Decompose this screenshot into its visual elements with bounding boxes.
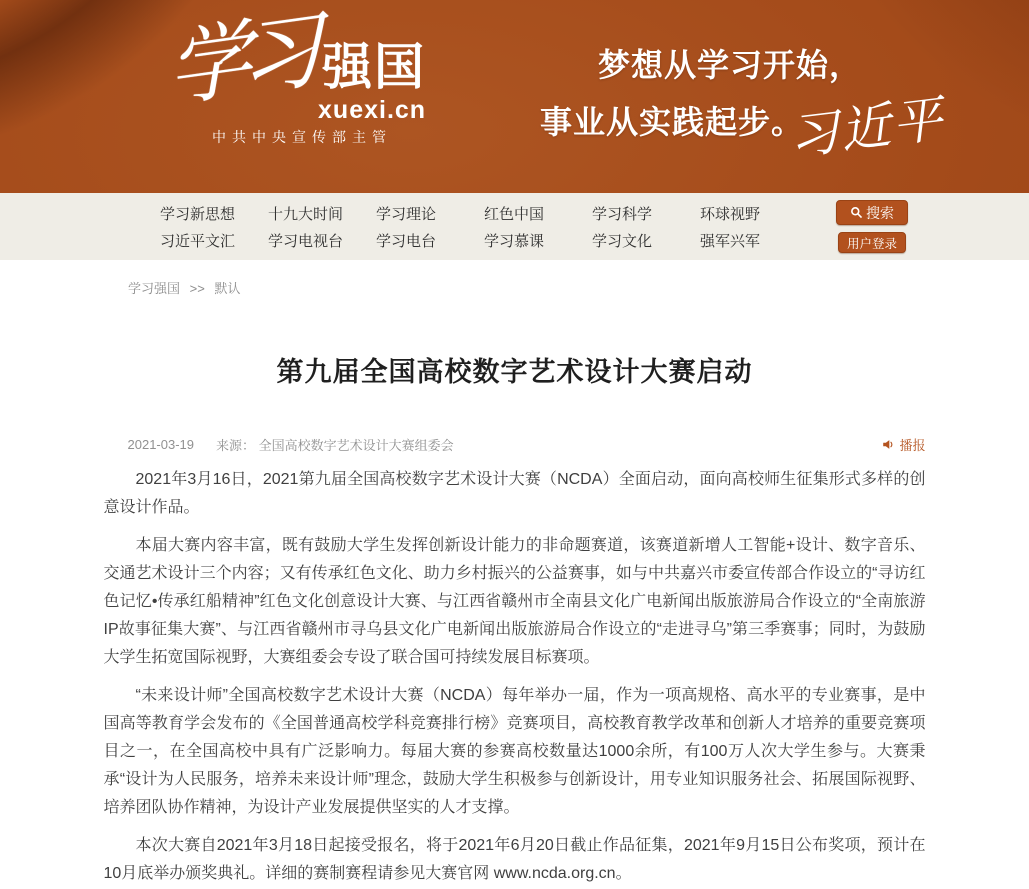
search-button-label: 搜索 [866,204,894,221]
article-body [104,466,926,888]
nav-link-xuexi-xinsixiang[interactable]: 学习新思想 [160,205,236,223]
article-paragraph: 2021年3月16日，2021第九届全国高校数字艺术设计大赛（NCDA）全面启动，面向高校师生征集形式多样的创意设计作品。 [103,471,926,516]
logo-block-text: 强国 [322,39,427,95]
nav-link-hongse-zhongguo[interactable]: 红色中国 [484,205,545,223]
breadcrumb-section: 默认 [214,281,241,296]
nav-actions [836,200,908,253]
breadcrumb-separator: >> [189,281,205,296]
speaker-icon [882,438,895,451]
site-header [0,0,1029,193]
signature-calligraphy: 习近平 [785,89,948,167]
article-paragraph: 本次大赛自2021年3月18日起接受报名，将于2021年6月20日截止作品征集，2021年9月15日公布奖项，预计在10月底举办颁奖典礼。详细的赛制赛程请参见大赛官网 www.ncda.org.cn。 [103,837,926,882]
nav-link-xuexi-kexue[interactable]: 学习科学 [592,205,653,223]
nav-link-xuexi-dianshitai[interactable]: 学习电视台 [268,232,344,250]
nav-link-xuexi-lilun[interactable]: 学习理论 [376,205,437,223]
logo-subtitle: 中共中央宣传部主管 [212,128,392,145]
slogan-line-1: 梦想从学习开始， [598,46,863,84]
article-date: 2021-03-19 [127,437,194,452]
nav-link-xijinping-wenhui[interactable]: 习近平文汇 [160,232,236,250]
article [104,353,926,888]
broadcast-label: 播报 [899,438,926,453]
article-paragraph: 本届大赛内容丰富，既有鼓励大学生发挥创新设计能力的非命题赛道，该赛道新增人工智能+设计、数字音乐、交通艺术设计三个内容；又有传承红色文化、助力乡村振兴的公益赛事，如与中共嘉兴市委宣传部合作设立的“寻访红色记忆•传承红船精神”红色文化创意设计大赛、与江西省赣州市全南县文化广电新闻出版旅游局合作设立的“全南旅游IP故事征集大赛”、与江西省赣州市寻乌县文化广电新闻出版旅游局合作设立的“走进寻乌”第三季赛事；同时，为鼓励大学生拓宽国际视野，大赛组委会专设了联合国可持续发展目标赛项。 [103,537,926,666]
article-title: 第九届全国高校数字艺术设计大赛启动 [276,357,753,387]
login-button-label: 用户登录 [846,236,897,251]
breadcrumb [0,260,1029,297]
main-navbar [0,193,1029,260]
search-button[interactable] [836,200,908,225]
logo-calligraphy-text: 学习 [164,0,314,120]
broadcast-button[interactable] [882,435,925,454]
article-source: 来源： 全国高校数字艺术设计大赛组委会 [216,438,454,453]
breadcrumb-site-link[interactable]: 学习强国 [128,281,181,296]
nav-link-huanqiu-shiye[interactable]: 环球视野 [700,205,761,223]
nav-links [160,200,808,254]
nav-link-xuexi-diantai[interactable]: 学习电台 [376,232,437,250]
article-meta [104,435,926,454]
site-logo[interactable] [164,0,427,147]
logo-domain: xuexi.cn [318,96,427,124]
nav-link-shijiuda-shijian[interactable]: 十九大时间 [268,205,344,223]
article-paragraph: “未来设计师”全国高校数字艺术设计大赛（NCDA）每年举办一届，作为一项高规格、高水平的专业赛事，是中国高等教育学会发布的《全国普通高校学科竞赛排行榜》竞赛项目，高校教育教学改革和创新人才培养的重要竞赛项目之一，在全国高校中具有广泛影响力。每届大赛的参赛高校数量达1000余所，有100万人次大学生参与。大赛秉承“设计为人民服务，培养未来设计师”理念，鼓励大学生积极参与创新设计，用专业知识服务社会、拓展国际视野、培养团队协作精神，为设计产业发展提供坚实的人才支撑。 [103,687,926,816]
search-icon [850,206,863,219]
nav-link-qiangjun-xingjun[interactable]: 强军兴军 [700,232,761,250]
login-button[interactable] [838,232,906,253]
nav-link-xuexi-muke[interactable]: 学习慕课 [484,232,545,250]
nav-link-xuexi-wenhua[interactable]: 学习文化 [592,232,653,250]
slogan-line-2: 事业从实践起步。 [540,103,805,141]
